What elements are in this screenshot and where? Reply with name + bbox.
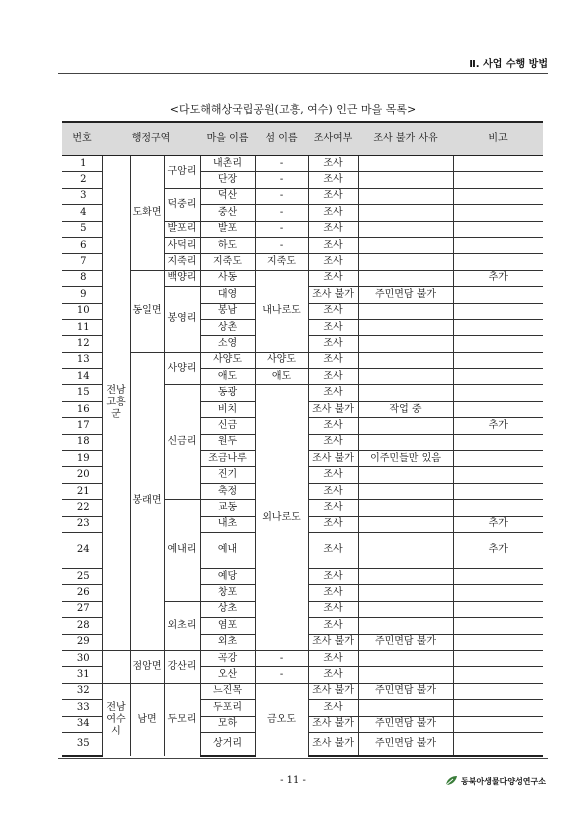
ri-cell: 신금리 bbox=[164, 385, 200, 500]
row-number: 14 bbox=[62, 369, 102, 385]
island-cell: - bbox=[255, 237, 308, 253]
island-cell: 내나로도 bbox=[255, 270, 308, 352]
row-number: 35 bbox=[62, 732, 102, 756]
reason-cell: 작업 중 bbox=[358, 401, 453, 417]
note-cell bbox=[453, 303, 543, 319]
ri-cell: 사양리 bbox=[164, 352, 200, 385]
row-number: 1 bbox=[80, 157, 87, 169]
note-cell bbox=[453, 319, 543, 335]
ri-cell: 외초리 bbox=[164, 601, 200, 650]
reason-cell bbox=[358, 221, 453, 237]
island-cell: - bbox=[255, 205, 308, 221]
survey-cell: 조사 bbox=[308, 585, 358, 601]
island-cell: - bbox=[255, 667, 308, 683]
island-cell: - bbox=[255, 188, 308, 204]
row-number: 22 bbox=[62, 500, 102, 516]
row-number: 29 bbox=[62, 634, 102, 650]
island-cell: - bbox=[255, 221, 308, 237]
myeon-cell: 도화면 bbox=[130, 156, 164, 271]
note-cell bbox=[453, 716, 543, 732]
header-survey: 조사여부 bbox=[308, 122, 358, 156]
island-cell: 지죽도 bbox=[255, 254, 308, 270]
note-cell bbox=[453, 467, 543, 483]
ri-cell: 발포리 bbox=[164, 221, 200, 237]
leaf-icon bbox=[444, 775, 458, 787]
survey-cell: 조사 불가 bbox=[308, 287, 358, 303]
reason-cell: 주민면담 불가 bbox=[358, 634, 453, 650]
row-number: 3 bbox=[62, 188, 102, 204]
note-cell: 추가 bbox=[453, 418, 543, 434]
reason-cell bbox=[358, 237, 453, 253]
org-logo bbox=[444, 775, 546, 787]
reason-cell bbox=[358, 500, 453, 516]
village-cell: 단장 bbox=[200, 172, 255, 188]
reason-cell bbox=[358, 585, 453, 601]
note-cell: 추가 bbox=[453, 532, 543, 568]
village-cell: 대영 bbox=[200, 287, 255, 303]
province-cell bbox=[102, 650, 130, 683]
note-cell bbox=[453, 188, 543, 204]
myeon-cell: 봉래면 bbox=[130, 352, 164, 650]
note-cell bbox=[453, 369, 543, 385]
row-number: 28 bbox=[62, 618, 102, 634]
village-cell: 외초 bbox=[200, 634, 255, 650]
note-cell bbox=[453, 650, 543, 666]
reason-cell bbox=[358, 352, 453, 368]
reason-cell bbox=[358, 601, 453, 617]
note-cell bbox=[453, 568, 543, 584]
note-cell bbox=[453, 254, 543, 270]
table-row bbox=[62, 352, 543, 368]
note-cell bbox=[453, 585, 543, 601]
row-number: 12 bbox=[62, 336, 102, 352]
island-cell: 사양도 bbox=[255, 352, 308, 368]
village-cell: 예당 bbox=[200, 568, 255, 584]
survey-cell: 조사 불가 bbox=[308, 716, 358, 732]
village-cell: 교동 bbox=[200, 500, 255, 516]
village-cell: 애도 bbox=[200, 369, 255, 385]
reason-cell bbox=[358, 336, 453, 352]
village-cell: 중산 bbox=[200, 205, 255, 221]
section-title: Ⅱ. 사업 수행 방법 bbox=[469, 59, 548, 70]
header-no: 번호 bbox=[62, 122, 102, 156]
row-number: 25 bbox=[62, 568, 102, 584]
ri-cell: 강산리 bbox=[164, 650, 200, 683]
row-number: 33 bbox=[62, 700, 102, 716]
survey-cell: 조사 bbox=[308, 205, 358, 221]
row-number: 2 bbox=[62, 172, 102, 188]
reason-cell bbox=[358, 650, 453, 666]
note-cell bbox=[453, 237, 543, 253]
island-cell: 금오도 bbox=[255, 683, 308, 756]
table-row bbox=[62, 270, 543, 286]
footer-divider bbox=[58, 758, 548, 759]
survey-cell: 조사 bbox=[308, 336, 358, 352]
row-number: 24 bbox=[62, 532, 102, 568]
row-number: 21 bbox=[62, 483, 102, 499]
org-name: 동북아생물다양성연구소 bbox=[460, 776, 546, 786]
row-number: 30 bbox=[62, 650, 102, 666]
note-cell: 추가 bbox=[453, 270, 543, 286]
note-cell: 추가 bbox=[453, 516, 543, 532]
reason-cell bbox=[358, 483, 453, 499]
row-number: 19 bbox=[62, 451, 102, 467]
reason-cell bbox=[358, 254, 453, 270]
reason-cell: 주민면담 불가 bbox=[358, 732, 453, 756]
survey-cell: 조사 bbox=[308, 303, 358, 319]
survey-cell: 조사 bbox=[308, 352, 358, 368]
village-cell: 두포리 bbox=[200, 700, 255, 716]
note-cell bbox=[453, 205, 543, 221]
survey-cell: 조사 bbox=[308, 172, 358, 188]
row-number: 31 bbox=[62, 667, 102, 683]
province-cell: 전남 고흥군 bbox=[102, 156, 130, 651]
survey-cell: 조사 bbox=[308, 467, 358, 483]
village-cell: 하도 bbox=[200, 237, 255, 253]
note-cell bbox=[453, 618, 543, 634]
survey-cell: 조사 bbox=[308, 418, 358, 434]
note-cell bbox=[453, 667, 543, 683]
reason-cell bbox=[358, 369, 453, 385]
row-number: 6 bbox=[62, 237, 102, 253]
note-cell bbox=[453, 683, 543, 699]
village-cell: 비치 bbox=[200, 401, 255, 417]
province-cell: 전남 여수시 bbox=[102, 683, 130, 756]
table-caption: <다도해해상국립공원(고흥, 여수) 인근 마을 목록> bbox=[169, 103, 417, 116]
ri-cell: 두모리 bbox=[164, 683, 200, 756]
row-number: 18 bbox=[62, 434, 102, 450]
village-cell: 발포 bbox=[200, 221, 255, 237]
row-number: 27 bbox=[62, 601, 102, 617]
survey-cell: 조사 bbox=[308, 500, 358, 516]
page-number: - 11 - bbox=[280, 775, 306, 786]
note-cell bbox=[453, 385, 543, 401]
row-number: 7 bbox=[62, 254, 102, 270]
note-cell bbox=[453, 634, 543, 650]
row-number: 5 bbox=[62, 221, 102, 237]
ri-cell: 봉영리 bbox=[164, 287, 200, 353]
table-row bbox=[62, 683, 543, 699]
row-number: 13 bbox=[62, 352, 102, 368]
note-cell bbox=[453, 434, 543, 450]
reason-cell bbox=[358, 418, 453, 434]
header-note: 비고 bbox=[453, 122, 543, 156]
survey-cell: 조사 bbox=[308, 568, 358, 584]
ri-cell: 구암리 bbox=[164, 156, 200, 189]
note-cell bbox=[453, 172, 543, 188]
island-cell: 외나로도 bbox=[255, 385, 308, 650]
reason-cell: 주민면담 불가 bbox=[358, 287, 453, 303]
myeon-cell: 동일면 bbox=[130, 270, 164, 352]
island-cell: - bbox=[255, 172, 308, 188]
village-cell: 사동 bbox=[200, 270, 255, 286]
village-table bbox=[62, 121, 543, 757]
header-divider bbox=[58, 73, 548, 74]
village-cell: 느진목 bbox=[200, 683, 255, 699]
village-cell: 오산 bbox=[200, 667, 255, 683]
survey-cell: 조사 bbox=[308, 532, 358, 568]
row-number: 16 bbox=[62, 401, 102, 417]
header-island: 섬 이름 bbox=[255, 122, 308, 156]
note-cell bbox=[453, 700, 543, 716]
village-cell: 내초 bbox=[200, 516, 255, 532]
row-number: 11 bbox=[62, 319, 102, 335]
reason-cell bbox=[358, 319, 453, 335]
reason-cell: 주민면담 불가 bbox=[358, 716, 453, 732]
row-number: 34 bbox=[62, 716, 102, 732]
village-cell: 봉남 bbox=[200, 303, 255, 319]
village-cell: 곡강 bbox=[200, 650, 255, 666]
village-cell: 상거리 bbox=[200, 732, 255, 756]
village-cell: 모하 bbox=[200, 716, 255, 732]
row-number: 4 bbox=[62, 205, 102, 221]
ri-cell: 사덕리 bbox=[164, 237, 200, 253]
note-cell bbox=[453, 156, 543, 172]
ri-cell: 백양리 bbox=[164, 270, 200, 286]
village-cell: 상초 bbox=[200, 601, 255, 617]
village-cell: 신금 bbox=[200, 418, 255, 434]
row-number: 26 bbox=[62, 585, 102, 601]
village-cell: 지죽도 bbox=[200, 254, 255, 270]
reason-cell bbox=[358, 205, 453, 221]
survey-cell: 조사 불가 bbox=[308, 401, 358, 417]
header-admin: 행정구역 bbox=[102, 122, 200, 156]
reason-cell bbox=[358, 172, 453, 188]
survey-cell: 조사 bbox=[308, 319, 358, 335]
village-cell: 내촌리 bbox=[200, 156, 255, 172]
reason-cell bbox=[358, 385, 453, 401]
village-cell: 원두 bbox=[200, 434, 255, 450]
survey-cell: 조사 bbox=[308, 516, 358, 532]
note-cell bbox=[453, 483, 543, 499]
survey-cell: 조사 bbox=[308, 369, 358, 385]
row-number: 15 bbox=[62, 385, 102, 401]
note-cell bbox=[453, 401, 543, 417]
survey-cell: 조사 bbox=[308, 650, 358, 666]
row-number: 9 bbox=[62, 287, 102, 303]
table-row bbox=[62, 156, 543, 172]
village-cell: 염포 bbox=[200, 618, 255, 634]
table-row bbox=[62, 650, 543, 666]
survey-cell: 조사 bbox=[308, 601, 358, 617]
survey-cell: 조사 bbox=[308, 434, 358, 450]
survey-cell: 조사 bbox=[308, 188, 358, 204]
survey-cell: 조사 불가 bbox=[308, 634, 358, 650]
village-cell: 소영 bbox=[200, 336, 255, 352]
note-cell bbox=[453, 352, 543, 368]
row-number: 20 bbox=[62, 467, 102, 483]
reason-cell: 이주민들만 있음 bbox=[358, 451, 453, 467]
village-cell: 덕산 bbox=[200, 188, 255, 204]
row-number: 32 bbox=[62, 683, 102, 699]
header-village: 마을 이름 bbox=[200, 122, 255, 156]
survey-cell: 조사 bbox=[308, 483, 358, 499]
village-cell: 진기 bbox=[200, 467, 255, 483]
survey-cell: 조사 불가 bbox=[308, 451, 358, 467]
reason-cell bbox=[358, 303, 453, 319]
survey-cell: 조사 bbox=[308, 700, 358, 716]
island-cell: - bbox=[255, 156, 308, 172]
note-cell bbox=[453, 732, 543, 756]
survey-cell: 조사 bbox=[308, 667, 358, 683]
row-number: 17 bbox=[62, 418, 102, 434]
ri-cell: 지죽리 bbox=[164, 254, 200, 270]
village-cell: 축정 bbox=[200, 483, 255, 499]
survey-cell: 조사 불가 bbox=[308, 732, 358, 756]
survey-cell: 조사 bbox=[308, 221, 358, 237]
reason-cell bbox=[358, 156, 453, 172]
reason-cell bbox=[358, 467, 453, 483]
note-cell bbox=[453, 287, 543, 303]
reason-cell bbox=[358, 188, 453, 204]
village-cell: 창포 bbox=[200, 585, 255, 601]
myeon-cell: 점암면 bbox=[130, 650, 164, 683]
reason-cell bbox=[358, 618, 453, 634]
note-cell bbox=[453, 221, 543, 237]
survey-cell: 조사 bbox=[308, 270, 358, 286]
note-cell bbox=[453, 336, 543, 352]
note-cell bbox=[453, 451, 543, 467]
survey-cell: 조사 bbox=[308, 618, 358, 634]
village-cell: 조금나루 bbox=[200, 451, 255, 467]
row-number: 10 bbox=[62, 303, 102, 319]
survey-cell: 조사 불가 bbox=[308, 683, 358, 699]
reason-cell bbox=[358, 516, 453, 532]
reason-cell bbox=[358, 568, 453, 584]
ri-cell: 덕중리 bbox=[164, 188, 200, 221]
survey-cell: 조사 bbox=[308, 254, 358, 270]
village-cell: 사양도 bbox=[200, 352, 255, 368]
ri-cell: 예내리 bbox=[164, 500, 200, 602]
row-number: 23 bbox=[62, 516, 102, 532]
reason-cell bbox=[358, 270, 453, 286]
reason-cell bbox=[358, 667, 453, 683]
note-cell bbox=[453, 500, 543, 516]
reason-cell bbox=[358, 700, 453, 716]
island-cell: - bbox=[255, 650, 308, 666]
village-cell: 상촌 bbox=[200, 319, 255, 335]
survey-cell: 조사 bbox=[308, 237, 358, 253]
survey-cell: 조사 bbox=[308, 156, 358, 172]
island-cell: 애도 bbox=[255, 369, 308, 385]
row-number: 8 bbox=[62, 270, 102, 286]
header-reason: 조사 불가 사유 bbox=[358, 122, 453, 156]
reason-cell bbox=[358, 532, 453, 568]
village-cell: 동광 bbox=[200, 385, 255, 401]
reason-cell bbox=[358, 434, 453, 450]
note-cell bbox=[453, 601, 543, 617]
myeon-cell: 남면 bbox=[130, 683, 164, 756]
survey-cell: 조사 bbox=[308, 385, 358, 401]
village-cell: 예내 bbox=[200, 532, 255, 568]
reason-cell: 주민면담 불가 bbox=[358, 683, 453, 699]
